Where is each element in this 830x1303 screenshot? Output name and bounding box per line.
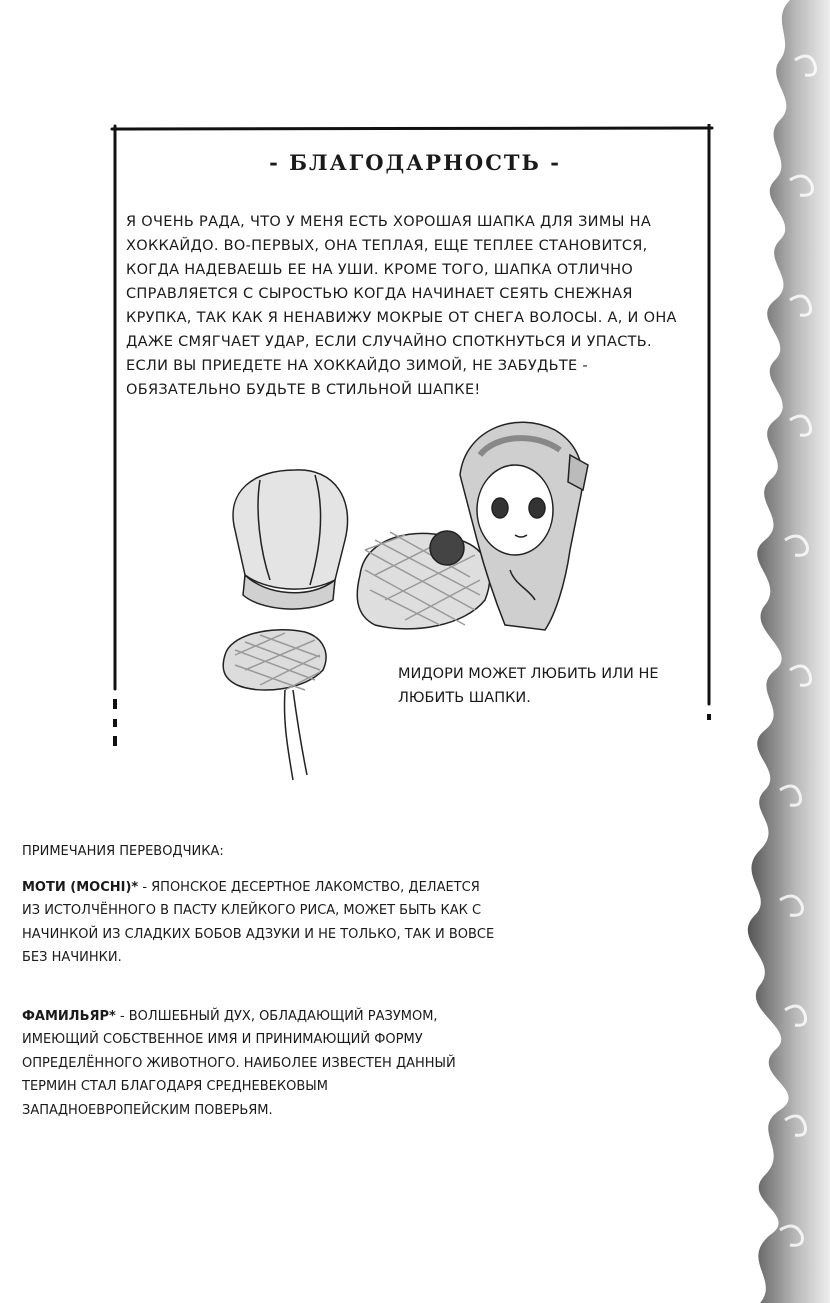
- note-line: ОПРЕДЕЛЁННОГО ЖИВОТНОГО. НАИБОЛЕЕ ИЗВЕСТЕН ДАННЫЙ: [22, 1055, 456, 1071]
- body-line: ЕСЛИ ВЫ ПРИЕДЕТЕ НА ХОККАЙДО ЗИМОЙ, НЕ ЗАБУДЬТЕ -: [126, 358, 588, 374]
- note-line: БЕЗ НАЧИНКИ.: [22, 950, 122, 965]
- notes-heading: ПРИМЕЧАНИЯ ПЕРЕВОДЧИКА:: [22, 844, 224, 859]
- caption-line: МИДОРИ МОЖЕТ ЛЮБИТЬ ИЛИ НЕ: [398, 666, 659, 682]
- translator-notes: [22, 840, 512, 1157]
- smoke-border-icon: [720, 0, 830, 1303]
- note-line: ТЕРМИН СТАЛ БЛАГОДАРЯ СРЕДНЕВЕКОВЫМ: [22, 1079, 328, 1094]
- note-line: НАЧИНКОЙ ИЗ СЛАДКИХ БОБОВ АДЗУКИ И НЕ ТОЛЬКО, ТАК И ВОВСЕ: [22, 926, 495, 942]
- note-line: - ЯПОНСКОЕ ДЕСЕРТНОЕ ЛАКОМСТВО, ДЕЛАЕТСЯ: [138, 879, 480, 895]
- note-term: ФАМИЛЬЯР*: [22, 1008, 116, 1024]
- note-line: ЗАПАДНОЕВРОПЕЙСКИМ ПОВЕРЬЯМ.: [22, 1102, 273, 1118]
- body-line: ДАЖЕ СМЯГЧАЕТ УДАР, ЕСЛИ СЛУЧАЙНО СПОТКНУТЬСЯ И УПАСТЬ.: [126, 334, 652, 350]
- illustration-caption: [398, 662, 698, 710]
- page-title: - БЛАГОДАРНОСТЬ -: [269, 150, 561, 175]
- body-line: ОБЯЗАТЕЛЬНО БУДЬТЕ В СТИЛЬНОЙ ШАПКЕ!: [126, 382, 481, 398]
- body-line: ХОККАЙДО. ВО-ПЕРВЫХ, ОНА ТЕПЛАЯ, ЕЩЕ ТЕПЛЕЕ СТАНОВИТСЯ,: [126, 238, 648, 254]
- body-line: КОГДА НАДЕВАЕШЬ ЕЕ НА УШИ. КРОМЕ ТОГО, ШАПКА ОТЛИЧНО: [126, 262, 634, 278]
- note-item: [22, 876, 512, 970]
- girl-with-hats-icon: [215, 400, 595, 800]
- note-line: ИЗ ИСТОЛЧЁННОГО В ПАСТУ КЛЕЙКОГО РИСА, МОЖЕТ БЫТЬ КАК С: [22, 903, 482, 918]
- body-line: КРУПКА, ТАК КАК Я НЕНАВИЖУ МОКРЫЕ ОТ СНЕГА ВОЛОСЫ. А, И ОНА: [126, 310, 677, 326]
- note-line: - ВОЛШЕБНЫЙ ДУХ, ОБЛАДАЮЩИЙ РАЗУМОМ,: [115, 1008, 438, 1024]
- body-line: Я ОЧЕНЬ РАДА, ЧТО У МЕНЯ ЕСТЬ ХОРОШАЯ ШАПКА ДЛЯ ЗИМЫ НА: [126, 214, 652, 230]
- caption-line: ЛЮБИТЬ ШАПКИ.: [398, 690, 531, 706]
- note-term: МОТИ (MOCHI)*: [22, 879, 139, 895]
- body-text: [126, 210, 686, 402]
- note-item: [22, 1005, 512, 1123]
- body-line: СПРАВЛЯЕТСЯ С СЫРОСТЬЮ КОГДА НАЧИНАЕТ СЕЯТЬ СНЕЖНАЯ: [126, 286, 633, 302]
- note-line: ИМЕЮЩИЙ СОБСТВЕННОЕ ИМЯ И ПРИНИМАЮЩИЙ ФОРМУ: [22, 1032, 423, 1047]
